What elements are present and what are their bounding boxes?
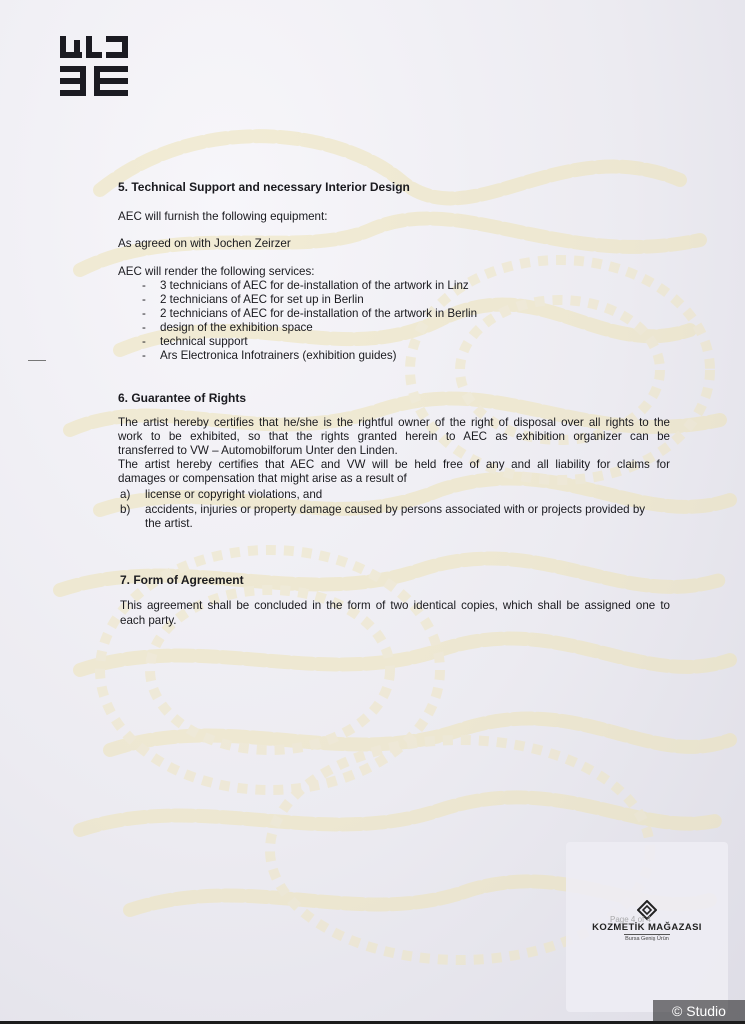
shop-subtitle: Bursa Geniş Ürün (625, 936, 669, 942)
list-item: 3 technicians of AEC for de-installation of the artwork in Linz (160, 279, 469, 292)
item-text: license or copyright violations, and (145, 488, 323, 501)
section-6-heading: 6. Guarantee of Rights (118, 391, 247, 405)
list-dash: - (142, 349, 146, 362)
list-dash: - (142, 293, 146, 306)
list-dash: - (142, 335, 146, 348)
item-marker: a) (120, 488, 131, 501)
studio-watermark (653, 1000, 745, 1022)
section-5-heading: 5. Technical Support and necessary Interior Design (118, 180, 410, 194)
list-item: 2 technicians of AEC for set up in Berlin (160, 293, 364, 306)
watermark-text: © Studio (672, 1003, 726, 1019)
list-item: Ars Electronica Infotrainers (exhibition guides) (160, 349, 397, 362)
list-dash: - (142, 321, 146, 334)
rights-line: The artist hereby certifies that he/she is the rightful owner of the right of disposal over all rights to the (118, 416, 670, 429)
agreement-line: each party. (120, 614, 177, 627)
item-text: the artist. (145, 517, 193, 530)
list-item: design of the exhibition space (160, 321, 313, 334)
equipment-text: AEC will furnish the following equipment: (118, 210, 328, 223)
item-marker: b) (120, 503, 131, 516)
agreement-line: This agreement shall be concluded in the form of two identical copies, which shall be assigned one to (120, 599, 670, 612)
agreed-text: As agreed on with Jochen Zeirzer (118, 237, 291, 250)
page-number: Page 4 of 4 (610, 915, 651, 924)
liability-line: The artist hereby certifies that AEC and VW will be held free of any and all liability for claims for (118, 458, 670, 471)
list-dash: - (142, 279, 146, 292)
list-item: technical support (160, 335, 248, 348)
item-text: accidents, injuries or property damage caused by persons associated with or projects provided by (145, 503, 646, 516)
services-intro: AEC will render the following services: (118, 265, 315, 278)
section-7-heading: 7. Form of Agreement (120, 573, 244, 587)
divider (624, 934, 670, 935)
rights-line: transferred to VW – Automobilforum Unter den Linden. (118, 444, 398, 457)
shop-stamp (566, 842, 728, 1012)
list-item: 2 technicians of AEC for de-installation of the artwork in Berlin (160, 307, 478, 320)
shop-name: KOZMETİK MAĞAZASI (592, 922, 702, 933)
list-dash: - (142, 307, 146, 320)
liability-line: damages or compensation that might arise as a result of (118, 472, 407, 485)
rights-line: work to be exhibited, so that the rights granted herein to AEC as exhibition organizer can be (118, 430, 670, 443)
